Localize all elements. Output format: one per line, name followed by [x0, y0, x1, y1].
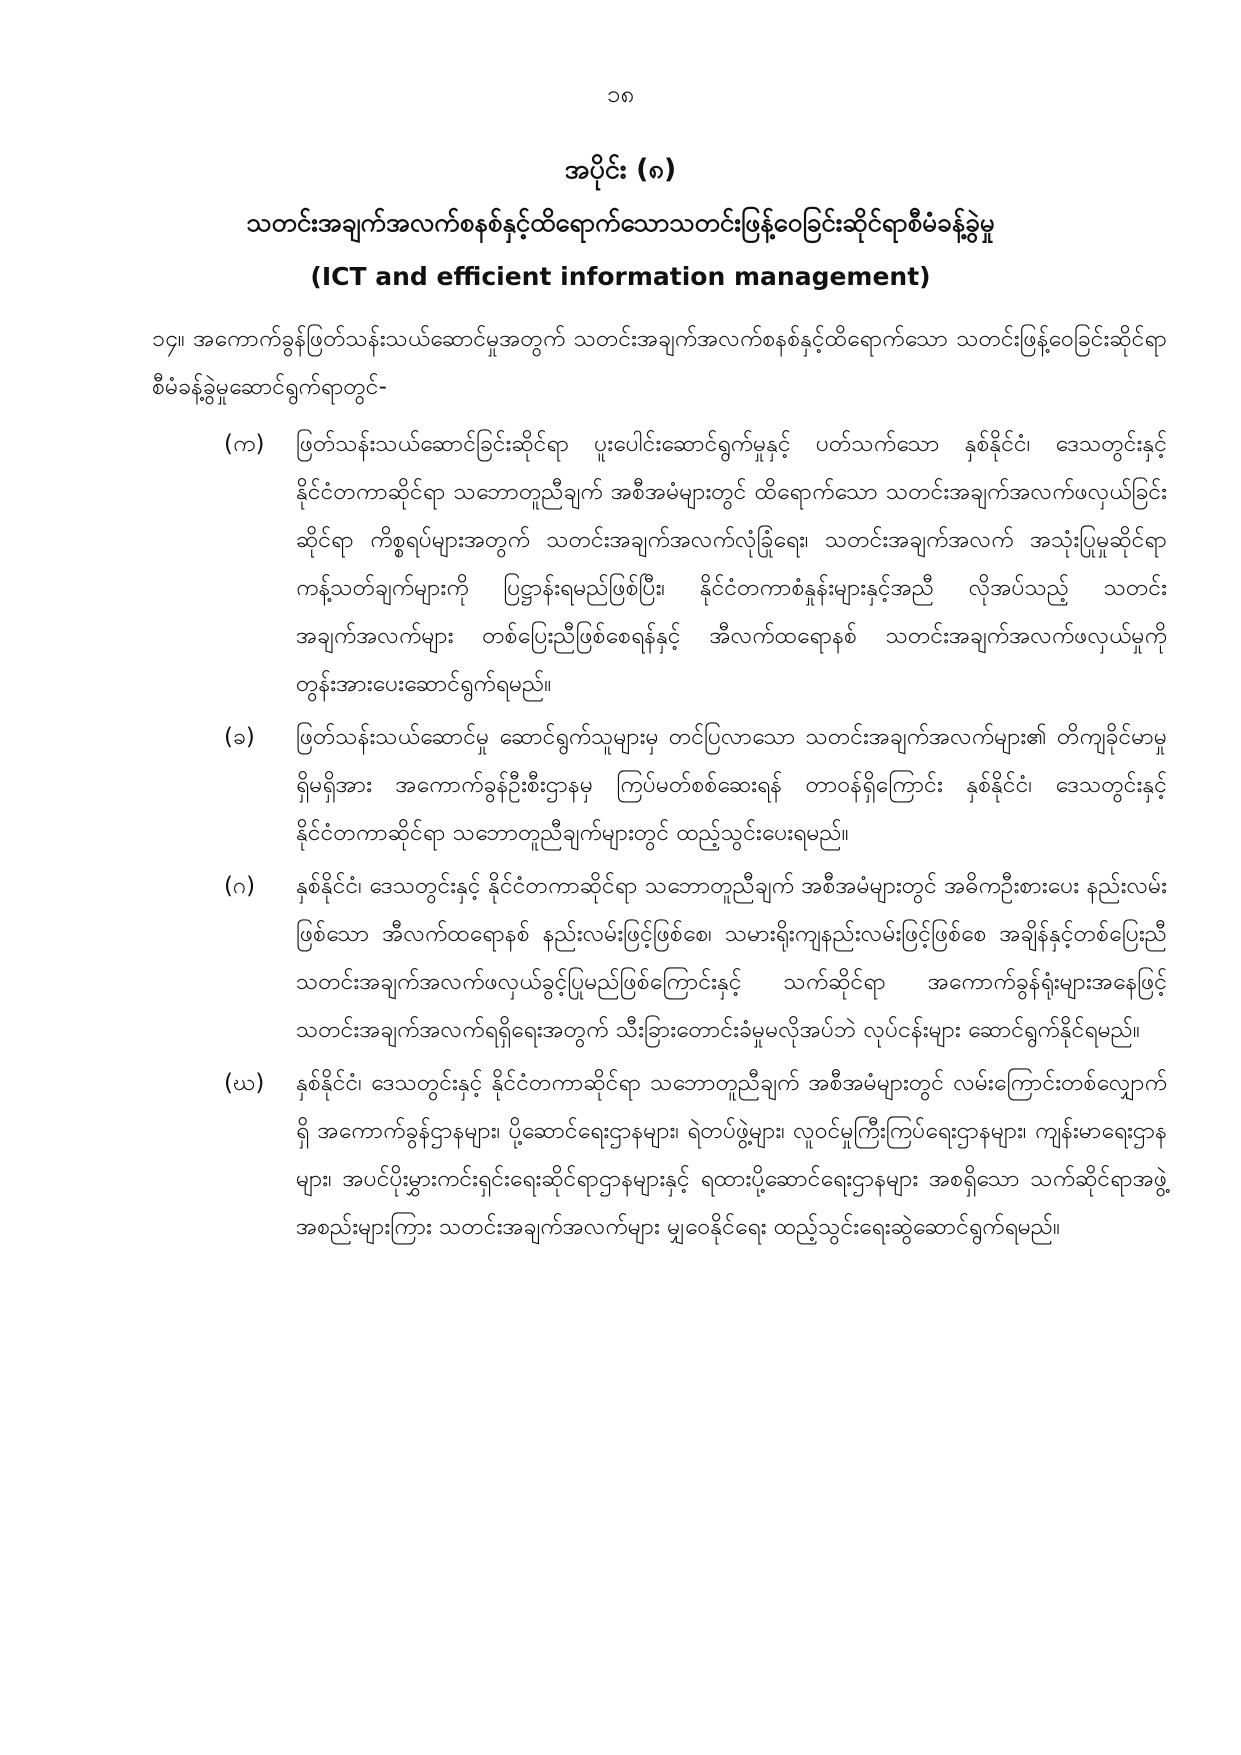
item-list [224, 420, 1167, 1256]
list-item [224, 862, 1167, 1054]
item-text: နှစ်နိုင်ငံ၊ ဒေသတွင်းနှင့် နိုင်ငံတကာဆိုင်ရာ သဘောတူညီချက် အစီအမံများတွင် လမ်းကြောင်းတစ်လျှောက်ရှိ အကောက်ခွန်ဌာနများ၊ ပို့ဆောင်ရေးဌာနများ၊ ရဲတပ်ဖွဲ့များ၊ လူဝင်မှုကြီးကြပ်ရေးဌာနများ၊ ကျန်းမာရေးဌာနများ၊ အပင်ပိုးမွှားကင်းရှင်းရေးဆိုင်ရာဌာနများနှင့် ရထားပို့ဆောင်ရေးဌာနများ အစရှိသော သက်ဆိုင်ရာအဖွဲ့အစည်းများကြား သတင်းအချက်အလက်များ မျှဝေနိုင်ရေး ထည့်သွင်းရေးဆွဲဆောင်ရွက်ရမည်။ [296, 1070, 1167, 1240]
item-text: နှစ်နိုင်ငံ၊ ဒေသတွင်းနှင့် နိုင်ငံတကာဆိုင်ရာ သဘောတူညီချက် အစီအမံများတွင် အဓိကဦးစားပေး နည်းလမ်းဖြစ်သော အီလက်ထရောနစ် နည်းလမ်းဖြင့်ဖြစ်စေ၊ သမားရိုးကျနည်းလမ်းဖြင့်ဖြစ်စေ အချိန်နှင့်တစ်ပြေးညီ သတင်းအချက်အလက်ဖလှယ်ခွင့်ပြုမည်ဖြစ်ကြောင်းနှင့် သက်ဆိုင်ရာ အကောက်ခွန်ရုံးများအနေဖြင့် သတင်းအချက်အလက်ရရှိရေးအတွက် သီးခြားတောင်းခံမှုမလိုအပ်ဘဲ လုပ်ငန်းများ ဆောင်ရွက်နိုင်ရမည်။ [296, 873, 1167, 1043]
section-number: ၁၄။ [152, 326, 185, 352]
list-item [224, 1059, 1167, 1251]
chapter-heading: အပိုင်း (၈) [564, 154, 677, 185]
item-marker: (ဂ) [224, 873, 256, 899]
item-text: ဖြတ်သန်းသယ်ဆောင်ခြင်းဆိုင်ရာ ပူးပေါင်းဆောင်ရွက်မှုနှင့် ပတ်သက်သော နှစ်နိုင်ငံ၊ ဒေသတွင်းနှင့် နိုင်ငံတကာဆိုင်ရာ သဘောတူညီချက် အစီအမံများတွင် ထိရောက်သော သတင်းအချက်အလက်ဖလှယ်ခြင်းဆိုင်ရာ ကိစ္စရပ်များအတွက် သတင်းအချက်အလက်လုံခြုံရေး၊ သတင်းအချက်အလက် အသုံးပြုမှုဆိုင်ရာ ကန့်သတ်ချက်များကို ပြဋ္ဌာန်းရမည်ဖြစ်ပြီး၊ နိုင်ငံတကာစံနှုန်းများနှင့်အညီ လိုအပ်သည့် သတင်းအချက်အလက်များ တစ်ပြေးညီဖြစ်စေရန်နှင့် အီလက်ထရောနစ် သတင်းအချက်အလက်ဖလှယ်မှုကို တွန်းအားပေးဆောင်ရွက်ရမည်။ [296, 431, 1167, 697]
chapter-subtitle: (ICT and efficient information management) [310, 262, 931, 291]
chapter-title: သတင်းအချက်အလက်စနစ်နှင့်ထိရောက်သောသတင်းဖြန့်ဝေခြင်းဆိုင်ရာစီမံခန့်ခွဲမှု [246, 208, 995, 238]
list-item [224, 420, 1167, 708]
page-number: ၁၈ [606, 80, 635, 108]
section-text: အကောက်ခွန်ဖြတ်သန်းသယ်ဆောင်မှုအတွက် သတင်းအချက်အလက်စနစ်နှင့်ထိရောက်သော သတင်းဖြန့်ဝေခြင်းဆိုင်ရာ စီမံခန့်ခွဲမှုဆောင်ရွက်ရာတွင်- [152, 326, 1167, 400]
item-marker: (ဃ) [224, 1070, 265, 1096]
list-item [224, 713, 1167, 857]
item-marker: (ခ) [224, 724, 255, 750]
item-text: ဖြတ်သန်းသယ်ဆောင်မှု ဆောင်ရွက်သူများမှ တင်ပြလာသော သတင်းအချက်အလက်များ၏ တိကျခိုင်မာမှုရှိမရှိအား အကောက်ခွန်ဦးစီးဌာနမှ ကြပ်မတ်စစ်ဆေးရန် တာဝန်ရှိကြောင်း နှစ်နိုင်ငံ၊ ဒေသတွင်းနှင့် နိုင်ငံတကာဆိုင်ရာ သဘောတူညီချက်များတွင် ထည့်သွင်းပေးရမည်။ [296, 724, 1167, 846]
section-paragraph [152, 315, 1167, 411]
item-marker: (က) [224, 431, 265, 457]
